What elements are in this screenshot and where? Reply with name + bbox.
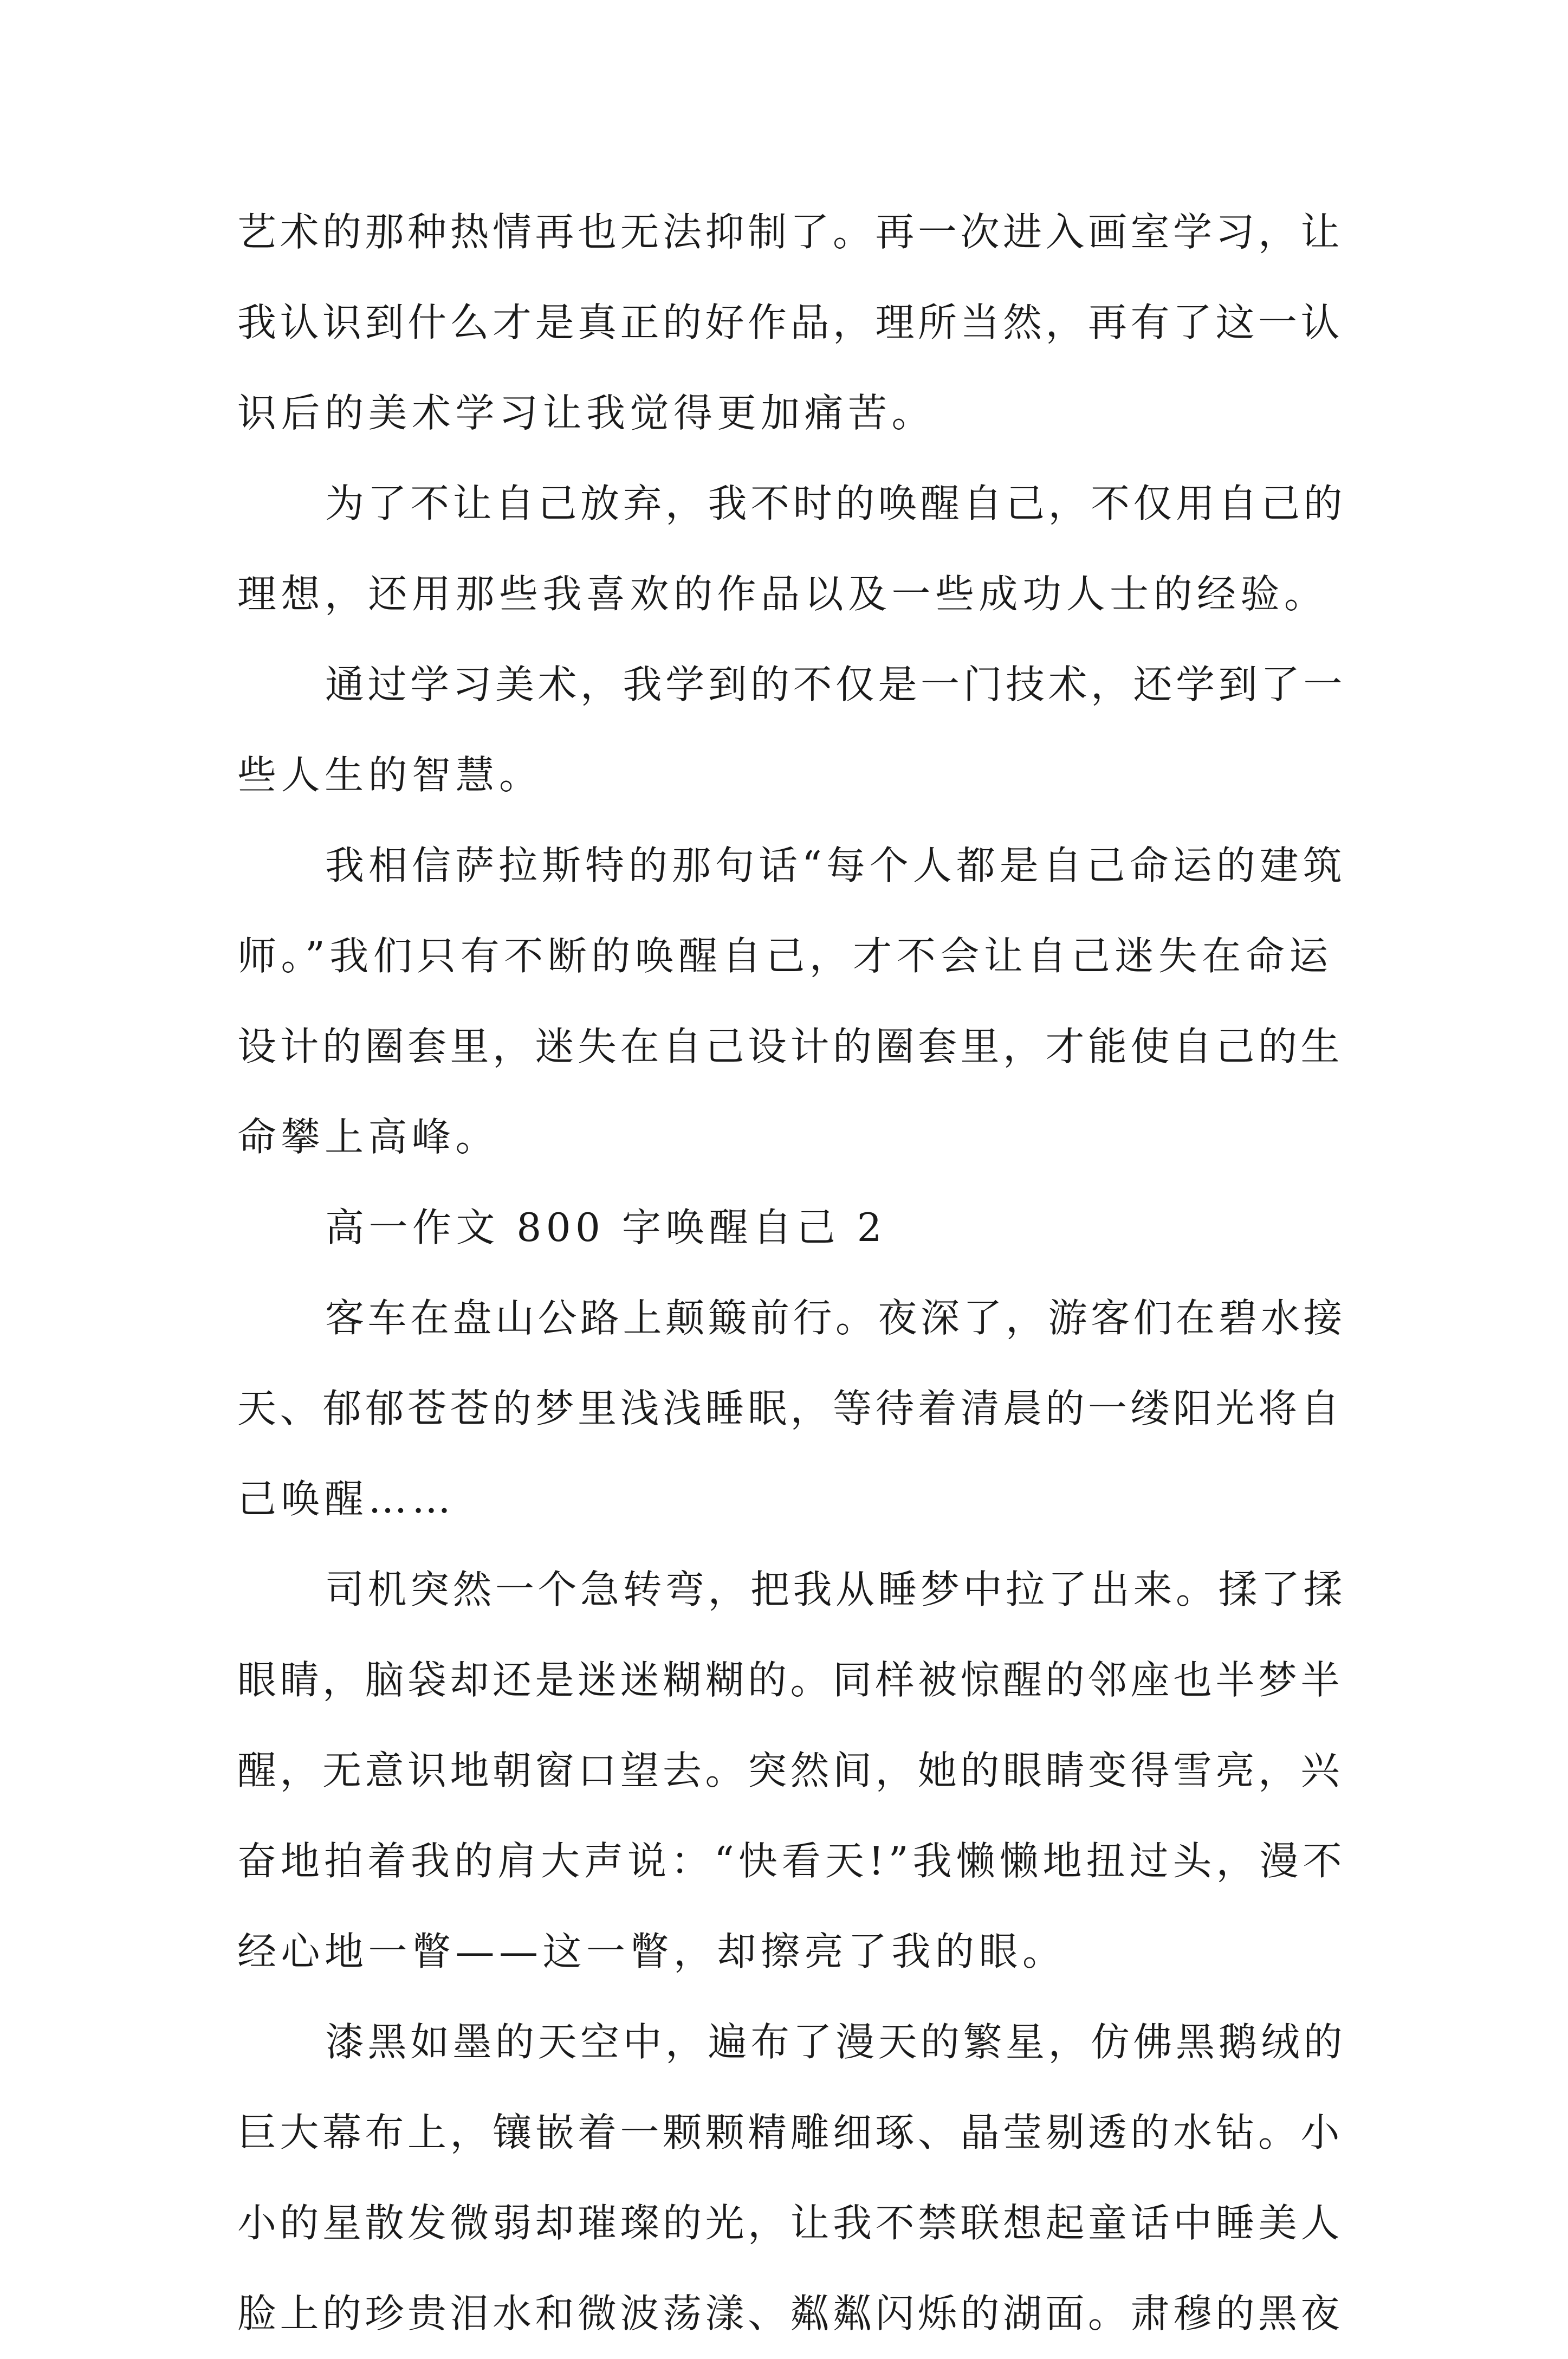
text-line: 漆黑如墨的天空中，遍布了漫天的繁星，仿佛黑鹅绒的 xyxy=(325,2019,1346,2065)
text-line: 艺术的那种热情再也无法抑制了。再一次进入画室学习，让 xyxy=(237,209,1344,255)
text-line: 巨大幕布上，镶嵌着一颗颗精雕细琢、晶莹剔透的水钻。小 xyxy=(237,2110,1344,2155)
text-line: 我认识到什么才是真正的好作品，理所当然，再有了这一认 xyxy=(237,300,1344,345)
text-line: 设计的圈套里，迷失在自己设计的圈套里，才能使自己的生 xyxy=(237,1024,1344,1069)
text-line: 天、郁郁苍苍的梦里浅浅睡眠，等待着清晨的一缕阳光将自 xyxy=(237,1386,1344,1431)
text-line: 我相信萨拉斯特的那句话“每个人都是自己命运的建筑 xyxy=(325,843,1346,888)
text-line: 眼睛，脑袋却还是迷迷糊糊的。同样被惊醒的邻座也半梦半 xyxy=(237,1657,1344,1703)
text-line: 些人生的智慧。 xyxy=(237,752,543,798)
section-heading: 高一作文 800 字唤醒自己 2 xyxy=(325,1205,886,1250)
text-line: 识后的美术学习让我觉得更加痛苦。 xyxy=(237,390,936,436)
text-line: 客车在盘山公路上颠簸前行。夜深了，游客们在碧水接 xyxy=(325,1295,1346,1341)
text-line: 小的星散发微弱却璀璨的光，让我不禁联想起童话中睡美人 xyxy=(237,2200,1344,2246)
text-line: 己唤醒…… xyxy=(237,1476,456,1522)
text-line: 理想，还用那些我喜欢的作品以及一些成功人士的经验。 xyxy=(237,571,1328,617)
text-line: 命攀上高峰。 xyxy=(237,1114,500,1160)
text-line: 为了不让自己放弃，我不时的唤醒自己，不仅用自己的 xyxy=(325,481,1346,526)
text-line: 通过学习美术，我学到的不仅是一门技术，还学到了一 xyxy=(325,662,1346,707)
text-line: 司机突然一个急转弯，把我从睡梦中拉了出来。揉了揉 xyxy=(325,1567,1346,1612)
text-line: 脸上的珍贵泪水和微波荡漾、粼粼闪烁的湖面。肃穆的黑夜 xyxy=(237,2291,1344,2336)
text-line: 醒，无意识地朝窗口望去。突然间，她的眼睛变得雪亮，兴 xyxy=(237,1748,1344,1793)
text-line: 师。”我们只有不断的唤醒自己，才不会让自己迷失在命运 xyxy=(237,933,1333,979)
text-line: 奋地拍着我的肩大声说：“快看天!”我懒懒地扭过头，漫不 xyxy=(237,1838,1346,1884)
document-body xyxy=(237,187,1348,2359)
text-line: 经心地一瞥——这一瞥，却擦亮了我的眼。 xyxy=(237,1929,1066,1974)
